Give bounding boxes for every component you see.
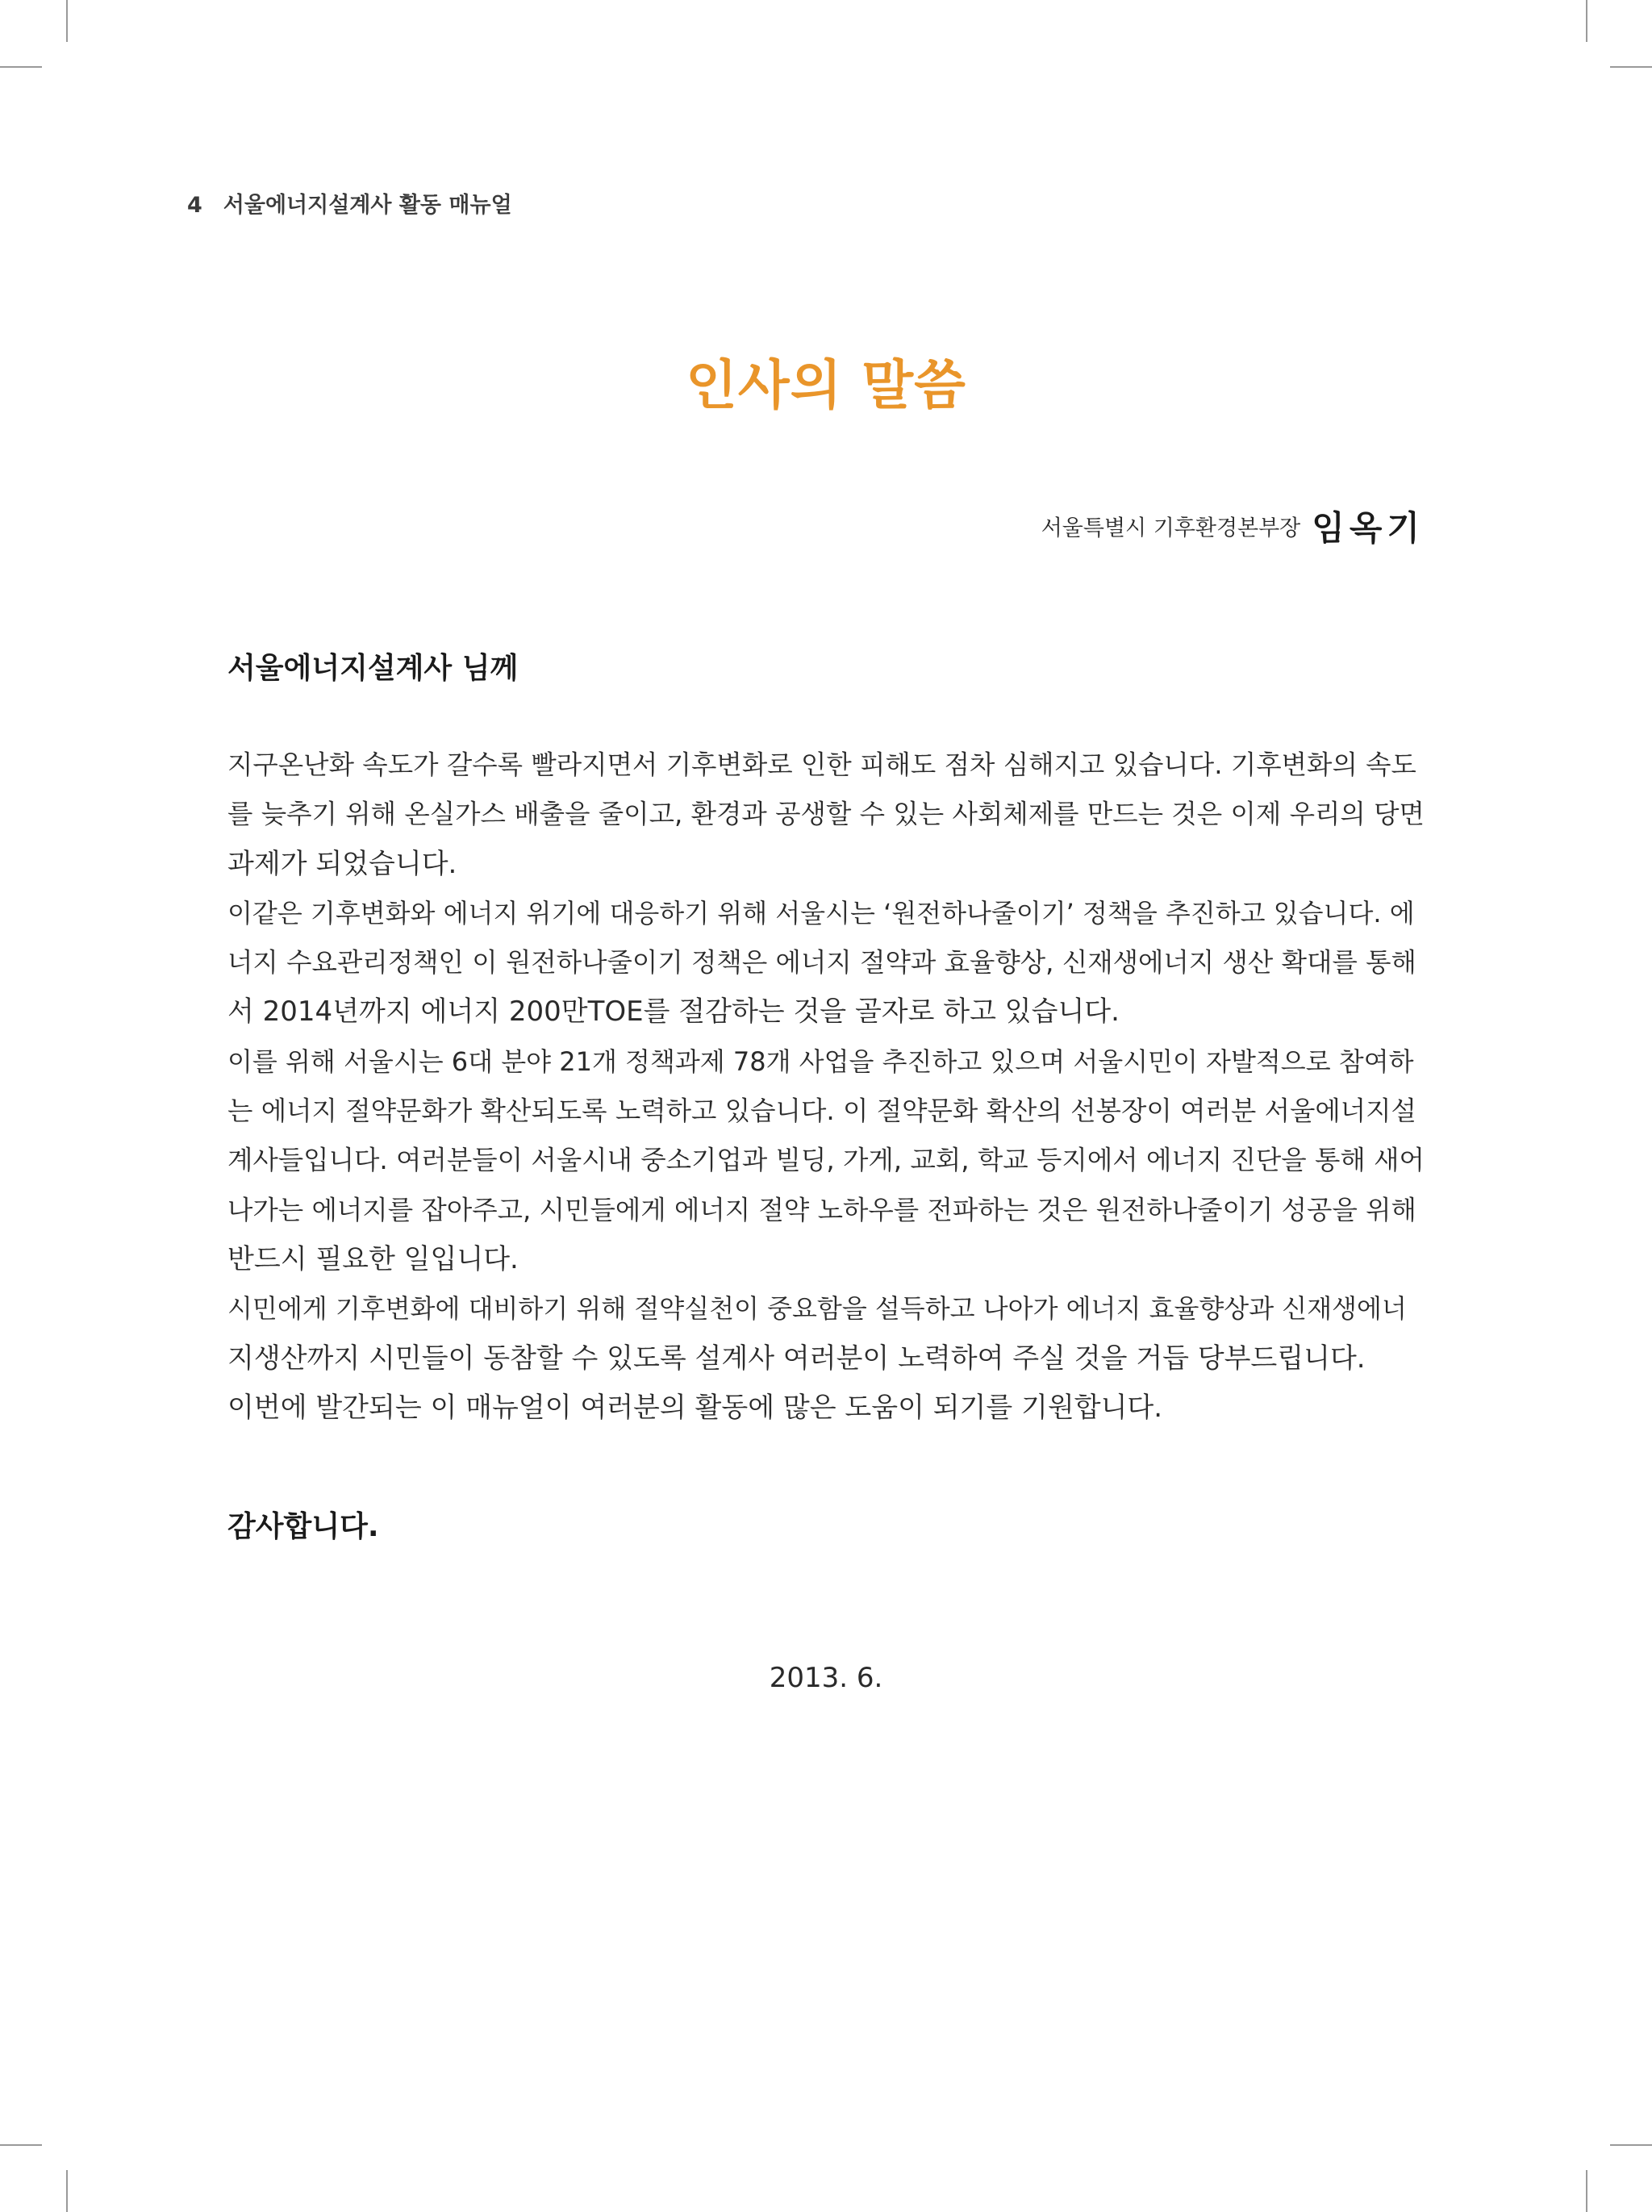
salutation: 서울에너지설계사 님께: [227, 652, 519, 685]
body-line: 를 늦추기 위해 온실가스 배출을 줄이고, 환경과 공생할 수 있는 사회체제를 만드는 것은 이제 우리의 당면: [227, 799, 1425, 830]
running-head-title: 서울에너지설계사 활동 매뉴얼: [223, 193, 512, 218]
crop-mark-bottom-right-h: [1610, 2144, 1652, 2146]
page-title: 인사의 말씀: [686, 354, 966, 416]
body-line: 이를 위해 서울시는 6대 분야 21개 정책과제 78개 사업을 추진하고 있으며 서울시민이 자발적으로 참여하: [227, 1045, 1414, 1077]
author-role: 서울특별시 기후환경본부장: [1041, 515, 1301, 541]
author-name: 임옥기: [1312, 508, 1425, 548]
running-head: [187, 187, 512, 219]
body-line: 지생산까지 시민들이 동참할 수 있도록 설계사 여러분이 노력하여 주실 것을 거듭 당부드립니다.: [227, 1342, 1366, 1375]
crop-mark-top-right-h: [1610, 66, 1652, 68]
body-line: 나가는 에너지를 잡아주고, 시민들에게 에너지 절약 노하우를 전파하는 것은 원전하나줄이기 성공을 위해: [227, 1194, 1416, 1225]
body-line: 서 2014년까지 에너지 200만TOE를 절감하는 것을 골자로 하고 있습니다.: [227, 995, 1120, 1029]
body-line: 계사들입니다. 여러분들이 서울시내 중소기업과 빌딩, 가게, 교회, 학교 등지에서 에너지 진단을 통해 새어: [227, 1145, 1425, 1176]
crop-mark-top-right-v: [1586, 0, 1587, 42]
body-line: 지구온난화 속도가 갈수록 빨라지면서 기후변화로 인한 피해도 점차 심해지고 있습니다. 기후변화의 속도: [227, 749, 1416, 780]
crop-mark-top-left-v: [66, 0, 68, 42]
crop-mark-bottom-left-v: [66, 2170, 68, 2212]
crop-mark-bottom-left-h: [0, 2144, 42, 2146]
letter-body: [227, 741, 1425, 1433]
body-line: 시민에게 기후변화에 대비하기 위해 절약실천이 중요함을 설득하고 나아가 에너지 효율향상과 신재생에너: [227, 1293, 1407, 1325]
body-line: 는 에너지 절약문화가 확산되도록 노력하고 있습니다. 이 절약문화 확산의 선봉장이 여러분 서울에너지설: [227, 1096, 1416, 1127]
body-line: 반드시 필요한 일입니다.: [227, 1242, 519, 1275]
crop-mark-top-left-h: [0, 66, 42, 68]
body-line: 이같은 기후변화와 에너지 위기에 대응하기 위해 서울시는 ‘원전하나줄이기’ 정책을 추진하고 있습니다. 에: [227, 897, 1415, 929]
crop-mark-bottom-right-v: [1586, 2170, 1587, 2212]
date: 2013. 6.: [769, 1662, 883, 1694]
body-line: 이번에 발간되는 이 매뉴얼이 여러분의 활동에 많은 도움이 되기를 기원합니다.: [227, 1391, 1163, 1424]
page-number: 4: [187, 193, 202, 218]
body-line: 너지 수요관리정책인 이 원전하나줄이기 정책은 에너지 절약과 효율향상, 신재생에너지 생산 확대를 통해: [227, 947, 1416, 979]
closing: 감사합니다.: [227, 1510, 379, 1543]
author-line: [1041, 502, 1425, 550]
body-line: 과제가 되었습니다.: [227, 847, 457, 880]
